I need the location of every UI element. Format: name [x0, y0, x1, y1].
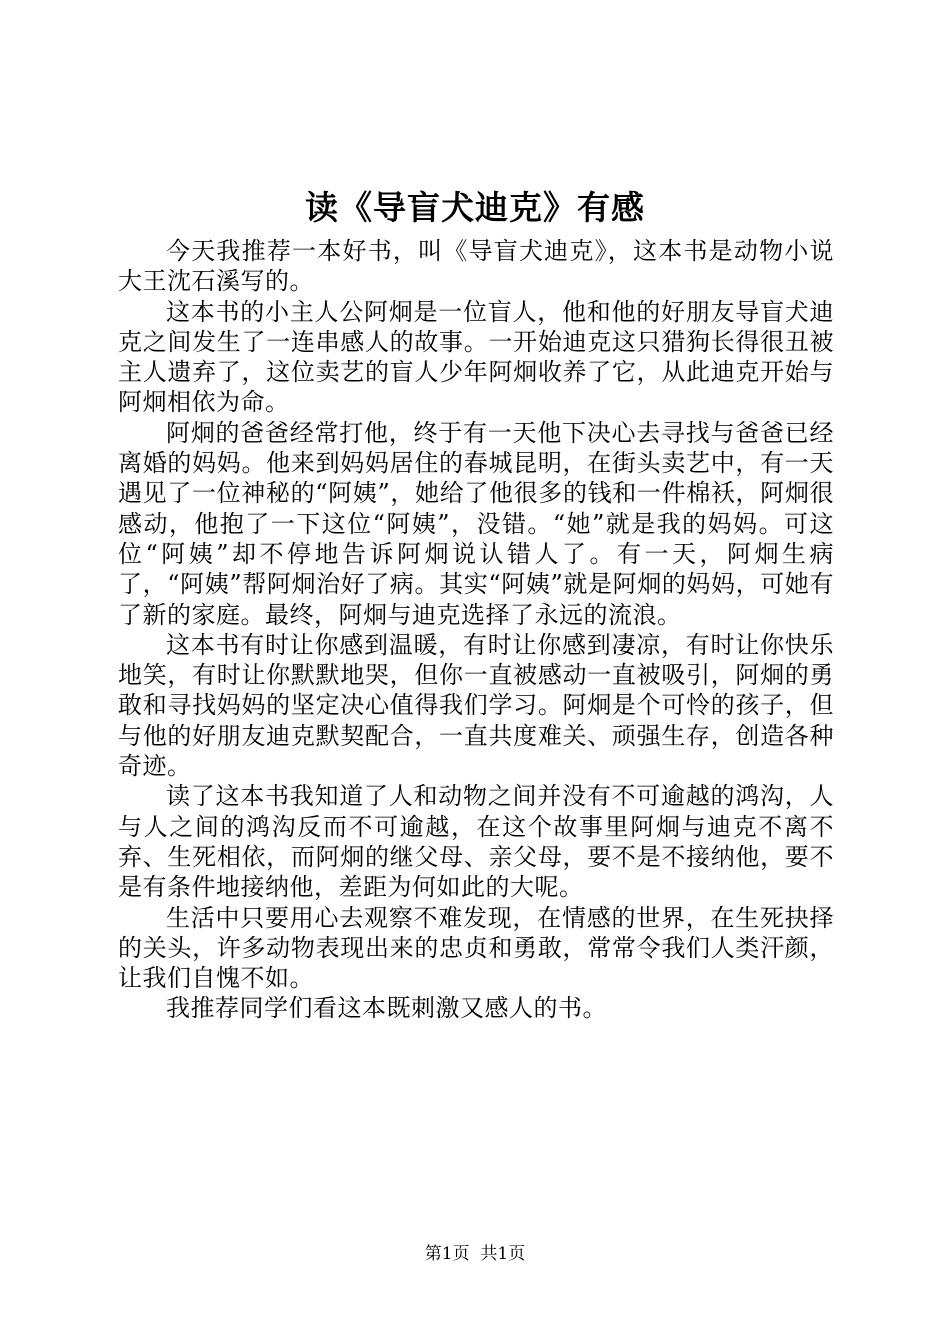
paragraph: 读了这本书我知道了人和动物之间并没有不可逾越的鸿沟，人与人之间的鸿沟反而不可逾越，在这个故事里阿炯与迪克不离不弃、生死相依，而阿炯的继父母、亲父母，要不是不接纳他，要不是有条件地接纳他，差距为何如此的大呢。 [118, 782, 834, 902]
paragraph: 今天我推荐一本好书，叫《导盲犬迪克》，这本书是动物小说大王沈石溪写的。 [118, 237, 834, 296]
document-body [118, 236, 834, 1024]
paragraph: 这本书有时让你感到温暖，有时让你感到凄凉，有时让你快乐地笑，有时让你默默地哭，但你一直被感动一直被吸引，阿炯的勇敢和寻找妈妈的坚定决心值得我们学习。阿炯是个可怜的孩子，但与他的好朋友迪克默契配合，一直共度难关、顽强生存，创造各种奇迹。 [118, 630, 834, 781]
paragraph: 生活中只要用心去观察不难发现，在情感的世界，在生死抉择的关头，许多动物表现出来的忠贞和勇敢，常常令我们人类汗颜，让我们自愧不如。 [118, 903, 834, 993]
paragraph: 这本书的小主人公阿炯是一位盲人，他和他的好朋友导盲犬迪克之间发生了一连串感人的故事。一开始迪克这只猎狗长得很丑被主人遗弃了，这位卖艺的盲人少年阿炯收养了它，从此迪克开始与阿炯相依为命。 [118, 297, 834, 417]
document-title: 读《导盲犬迪克》有感 [305, 188, 645, 227]
paragraph: 我推荐同学们看这本既刺激又感人的书。 [166, 994, 607, 1023]
page-footer: 第1页 共1页 [424, 1244, 526, 1264]
paragraph: 阿炯的爸爸经常打他，终于有一天他下决心去寻找与爸爸已经离婚的妈妈。他来到妈妈居住的春城昆明，在街头卖艺中，有一天遇见了一位神秘的“阿姨”，她给了他很多的钱和一件棉袄，阿炯很感动，他抱了一下这位“阿姨”，没错。“她”就是我的妈妈。可这位“阿姨”却不停地告诉阿炯说认错人了。有一天，阿炯生病了，“阿姨”帮阿炯治好了病。其实“阿姨”就是阿炯的妈妈，可她有了新的家庭。最终，阿炯与迪克选择了永远的流浪。 [118, 418, 834, 629]
